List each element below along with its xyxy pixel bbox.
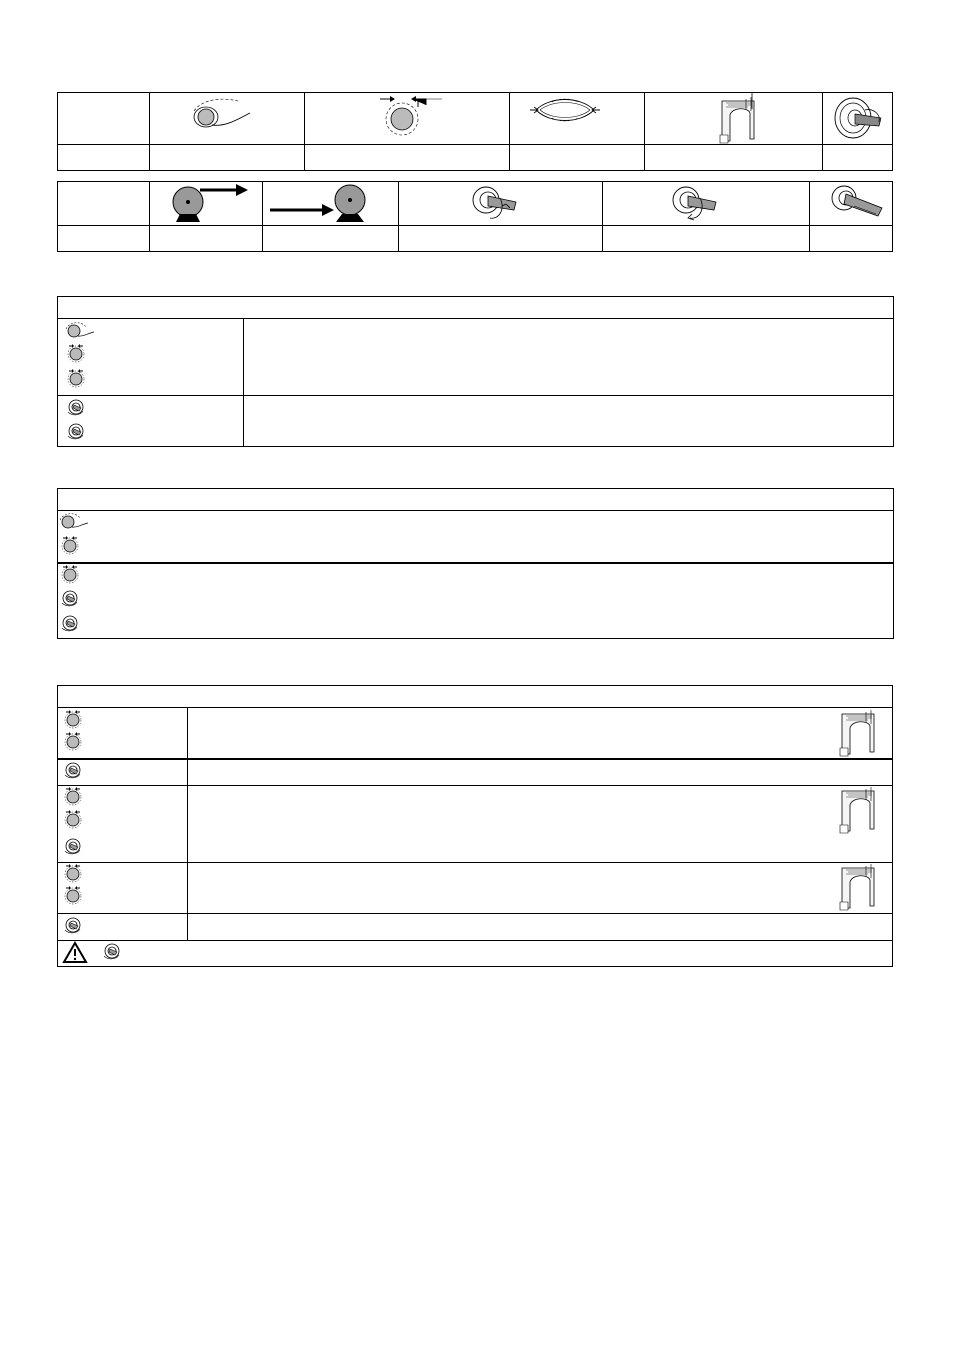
hub-rotate-alt-icon: [666, 184, 736, 224]
wheel-orbit-icon: [190, 97, 260, 137]
small-caliper-icon: [834, 787, 884, 835]
small-wheel-measure-icon: [66, 810, 86, 832]
small-caliper-icon: [834, 864, 884, 912]
hub-disc-icon: [829, 96, 889, 140]
procedure-table-1: [57, 296, 894, 447]
small-hub-icon: [65, 917, 85, 937]
wheel-push-right-icon: [170, 182, 250, 224]
small-hub-icon: [62, 590, 82, 610]
small-wheel-measure-icon: [69, 344, 89, 366]
wheel-measure-icon: [378, 95, 448, 141]
hub-flange-icon: [824, 184, 890, 224]
small-wheel-measure-icon: [66, 787, 86, 809]
small-wheel-measure-icon: [66, 710, 86, 732]
small-wheel-orbit-icon: [68, 323, 98, 343]
small-wheel-measure-icon: [66, 886, 86, 908]
small-hub-icon: [68, 423, 88, 443]
icon-table-top: [57, 92, 893, 171]
caliper-bracket-icon: [708, 95, 768, 145]
small-wheel-measure-icon: [69, 369, 89, 391]
small-hub-icon: [104, 943, 124, 963]
small-hub-icon: [65, 838, 85, 858]
procedure-table-3: [57, 685, 893, 967]
small-wheel-measure-icon: [63, 536, 83, 558]
icon-table-bottom: [57, 181, 893, 252]
warning-icon: [63, 942, 89, 964]
small-hub-icon: [62, 615, 82, 635]
small-wheel-orbit-icon: [62, 514, 92, 534]
wheel-push-left-icon: [268, 182, 378, 224]
small-hub-icon: [65, 762, 85, 782]
small-wheel-measure-icon: [66, 732, 86, 754]
small-hub-icon: [68, 399, 88, 419]
procedure-table-2: [57, 488, 894, 639]
small-caliper-icon: [834, 710, 884, 758]
hub-rotate-icon: [466, 184, 536, 224]
small-wheel-measure-icon: [66, 864, 86, 886]
axle-clamp-icon: [530, 96, 600, 132]
small-wheel-measure-icon: [63, 565, 83, 587]
